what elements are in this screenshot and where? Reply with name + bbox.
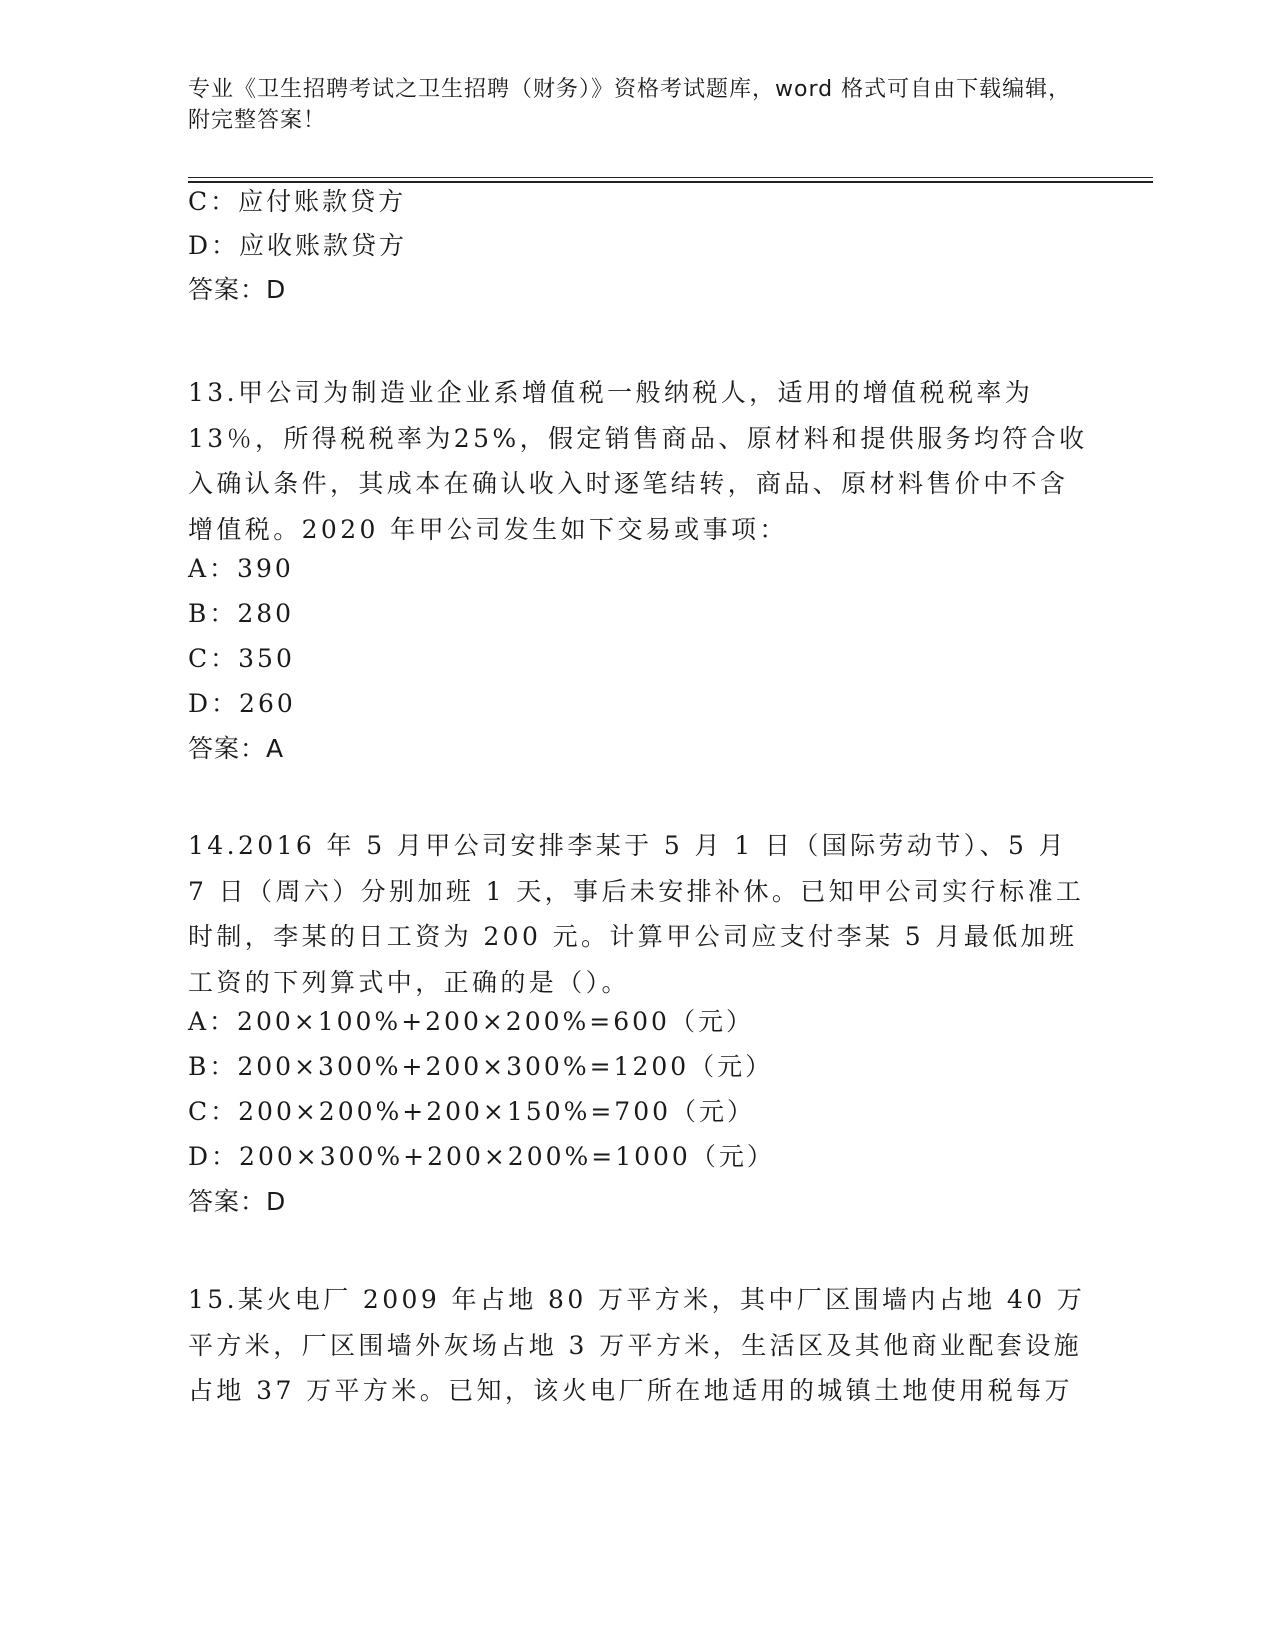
- q13-answer: 答案：A: [188, 734, 285, 763]
- q15-text: 15.某火电厂 2009 年占地 80 万平方米，其中厂区围墙内占地 40 万平方米，厂区围墙外灰场占地 3 万平方米，生活区及其他商业配套设施占地 37 万平方米。已知，该火电厂所在地适用的城镇土地使用税每万: [188, 1285, 1086, 1405]
- q13-option-a: A：390: [188, 554, 294, 583]
- header-rule-bottom: [188, 181, 1153, 183]
- q14-option-d: D：200×300%+200×200%=1000（元）: [188, 1142, 775, 1171]
- q13-text: 13.甲公司为制造业企业系增值税一般纳税人，适用的增值税税率为13％，所得税税率为25%，假定销售商品、原材料和提供服务均符合收入确认条件，其成本在确认收入时逐笔结转，商品、原材料售价中不含增值税。2020 年甲公司发生如下交易或事项：: [188, 378, 1088, 544]
- q12-answer: 答案：D: [188, 275, 287, 304]
- page-header: 专业《卫生招聘考试之卫生招聘（财务）》资格考试题库，word 格式可自由下载编辑，附完整答案！: [188, 77, 1072, 133]
- q14-option-a: A：200×100%+200×200%=600（元）: [188, 1007, 754, 1036]
- q12-option-d: D：应收账款贷方: [188, 231, 408, 260]
- q13-option-c: C：350: [188, 644, 295, 673]
- q13-option-d: D：260: [188, 689, 296, 718]
- q14-option-c: C：200×200%+200×150%=700（元）: [188, 1097, 756, 1126]
- q12-option-c: C：应付账款贷方: [188, 187, 407, 216]
- q14-option-b: B：200×300%+200×300%=1200（元）: [188, 1052, 774, 1081]
- q14-text: 14.2016 年 5 月甲公司安排李某于 5 月 1 日（国际劳动节）、5 月 7 日（周六）分别加班 1 天，事后未安排补休。已知甲公司实行标准工时制，李某的日工资为 200 元。计算甲公司应支付李某 5 月最低加班工资的下列算式中，正确的是（）。: [188, 831, 1085, 997]
- header-rule-top: [188, 177, 1153, 178]
- q13-option-b: B：280: [188, 599, 295, 628]
- q14-answer: 答案：D: [188, 1187, 287, 1216]
